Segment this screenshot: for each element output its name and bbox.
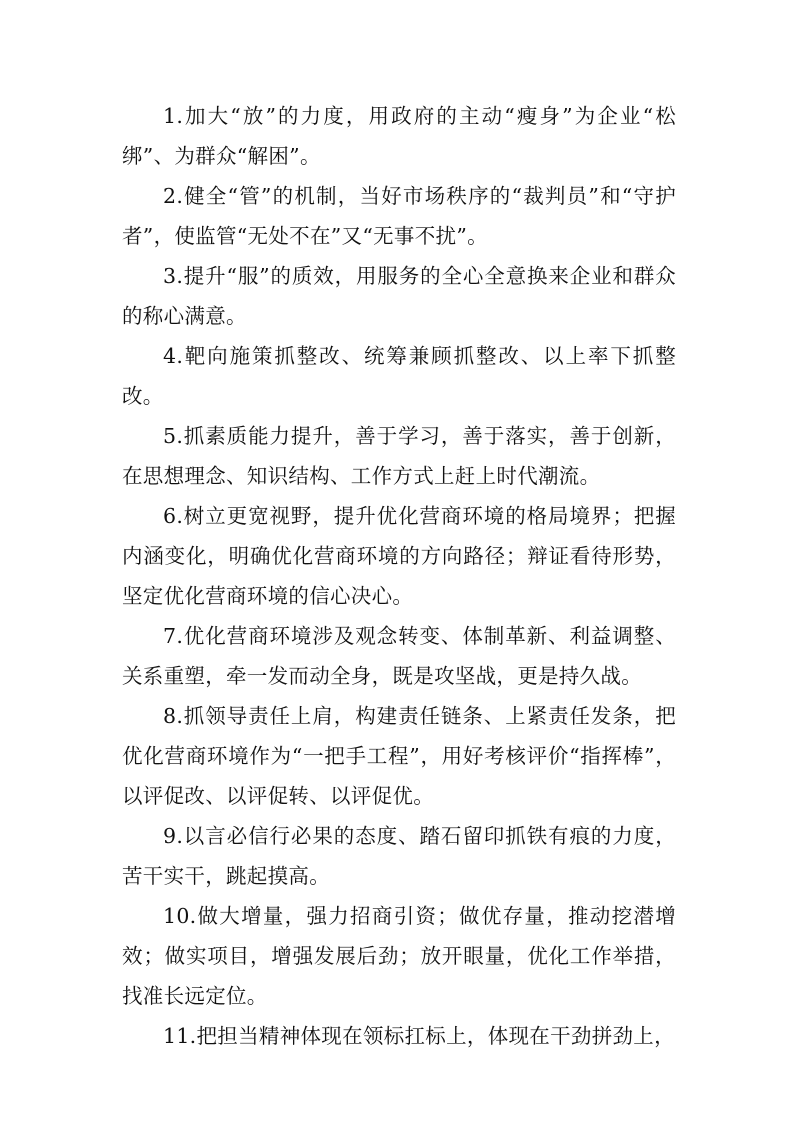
paragraph-6: 6.树立更宽视野，提升优化营商环境的格局境界；把握内涵变化，明确优化营商环境的方向路径；辩证看待形势，坚定优化营商环境的信心决心。 [122, 504, 676, 608]
paragraph-1: 1.加大“放”的力度，用政府的主动“瘦身”为企业“松绑”、为群众“解困”。 [122, 104, 676, 168]
paragraph-11: 11.把担当精神体现在领标扛标上，体现在干劲拼劲上， [163, 1024, 675, 1048]
paragraph-3: 3.提升“服”的质效，用服务的全心全意换来企业和群众的称心满意。 [122, 264, 676, 328]
paragraph-4: 4.靶向施策抓整改、统筹兼顾抓整改、以上率下抓整改。 [122, 344, 676, 408]
paragraph-10: 10.做大增量，强力招商引资；做优存量，推动挖潜增效；做实项目，增强发展后劲；放开眼量，优化工作举措，找准长远定位。 [122, 904, 676, 1008]
paragraph-9: 9.以言必信行必果的态度、踏石留印抓铁有痕的力度，苦干实干，跳起摸高。 [122, 824, 676, 888]
paragraph-7: 7.优化营商环境涉及观念转变、体制革新、利益调整、关系重塑，牵一发而动全身，既是攻坚战，更是持久战。 [122, 624, 676, 688]
paragraph-8: 8.抓领导责任上肩，构建责任链条、上紧责任发条，把优化营商环境作为“一把手工程”，用好考核评价“指挥棒”，以评促改、以评促转、以评促优。 [122, 704, 676, 808]
paragraph-5: 5.抓素质能力提升，善于学习，善于落实，善于创新，在思想理念、知识结构、工作方式上赶上时代潮流。 [122, 424, 676, 488]
paragraph-2: 2.健全“管”的机制，当好市场秩序的“裁判员”和“守护者”，使监管“无处不在”又“无事不扰”。 [122, 184, 676, 248]
document-body [122, 96, 676, 1056]
